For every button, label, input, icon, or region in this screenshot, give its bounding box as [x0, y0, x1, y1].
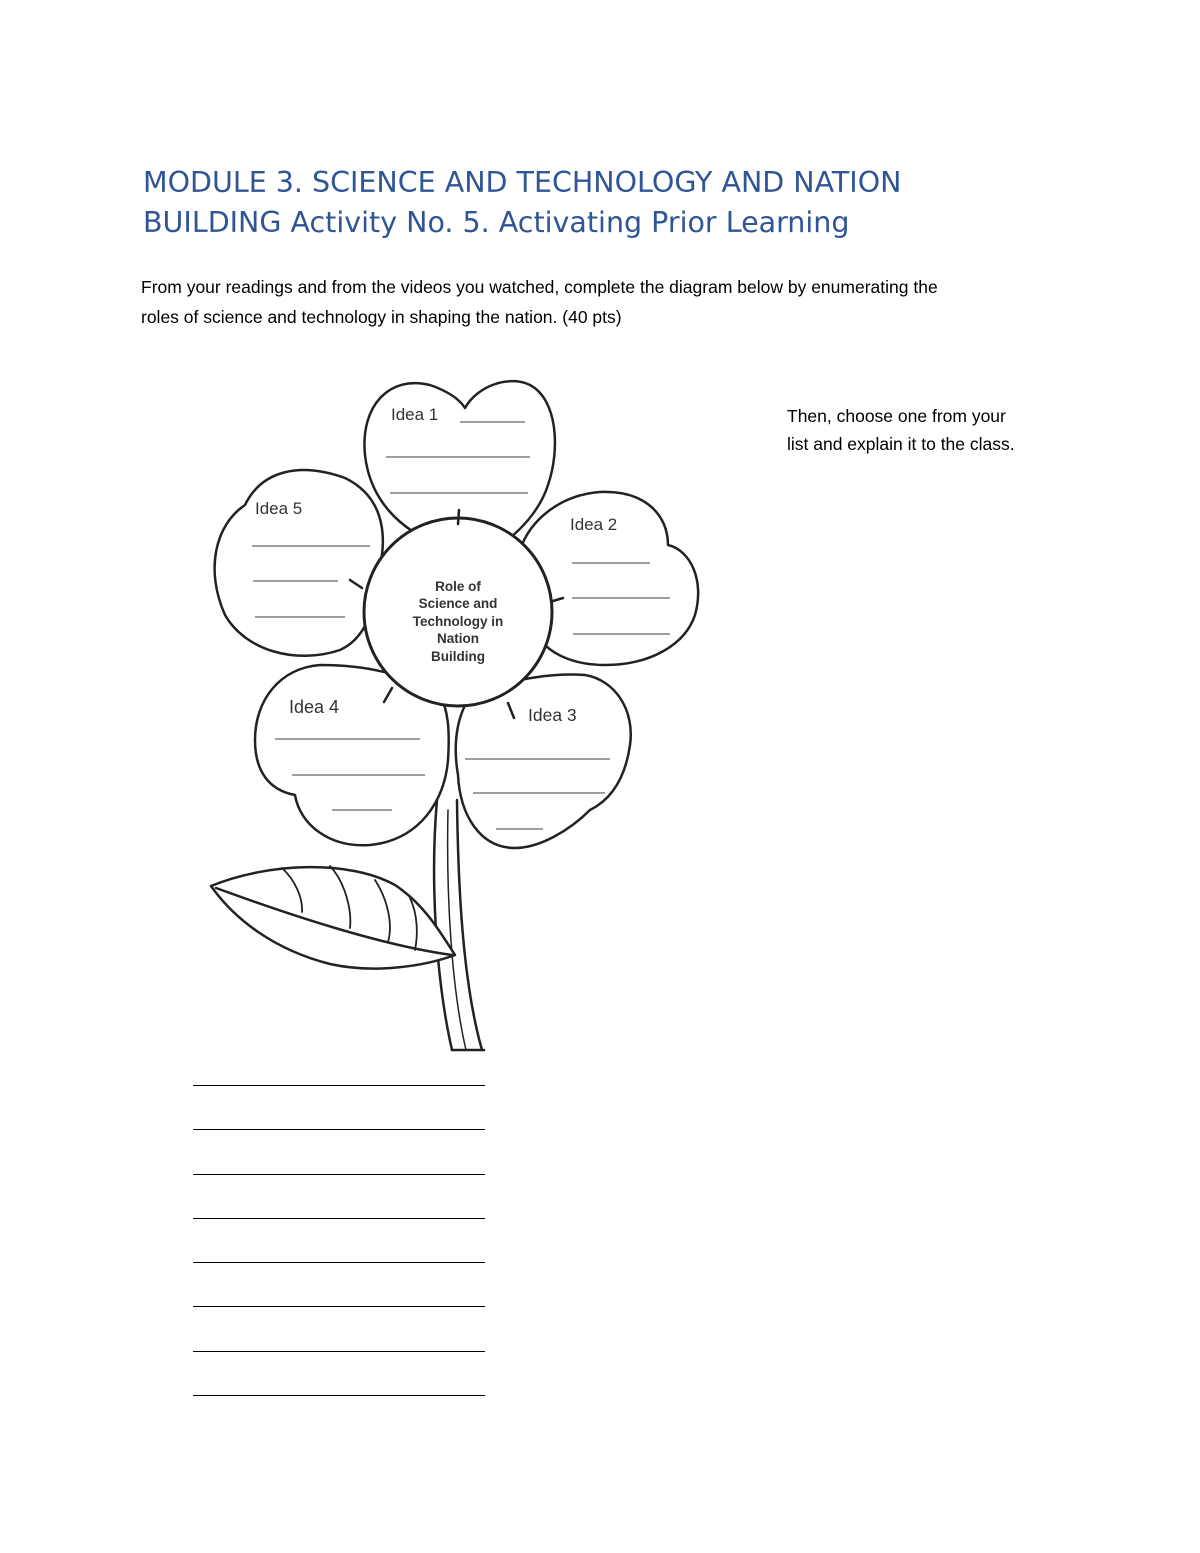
answer-line[interactable]	[193, 1351, 485, 1352]
answer-line[interactable]	[193, 1395, 485, 1396]
center-label-line-2: Science and	[418, 596, 498, 611]
center-label-line-4: Nation	[437, 631, 479, 646]
petal-idea-5	[215, 470, 383, 656]
answer-line[interactable]	[193, 1174, 485, 1175]
instructions-line-2: roles of science and technology in shaping the nation. (40 pts)	[141, 307, 622, 327]
idea-3-label: Idea 3	[528, 705, 577, 725]
title-line-2: BUILDING Activity No. 5. Activating Prior Learning	[143, 206, 850, 239]
idea-1-label: Idea 1	[391, 405, 439, 424]
instructions-line-1: From your readings and from the videos you watched, complete the diagram below by enumerating the	[141, 277, 938, 297]
answer-line[interactable]	[193, 1262, 485, 1263]
center-label-line-1: Role of	[435, 579, 481, 594]
answer-line[interactable]	[193, 1129, 485, 1130]
idea-2-label: Idea 2	[570, 515, 618, 534]
answer-line[interactable]	[193, 1218, 485, 1219]
answer-line[interactable]	[193, 1306, 485, 1307]
answer-line[interactable]	[193, 1085, 485, 1086]
idea-5-label: Idea 5	[255, 499, 303, 518]
answer-lines	[193, 1085, 485, 1439]
flower-stem-edge	[457, 800, 482, 1050]
center-label-line-5: Building	[431, 649, 485, 664]
flower-center	[364, 518, 552, 706]
idea-4-label: Idea 4	[289, 697, 340, 717]
flower-leaf	[211, 867, 455, 968]
side-note-line-1: Then, choose one from your	[787, 406, 1006, 426]
side-note-line-2: list and explain it to the class.	[787, 434, 1015, 454]
center-label-line-3: Technology in	[412, 614, 504, 629]
title-line-1: MODULE 3. SCIENCE AND TECHNOLOGY AND NATION	[143, 166, 902, 199]
